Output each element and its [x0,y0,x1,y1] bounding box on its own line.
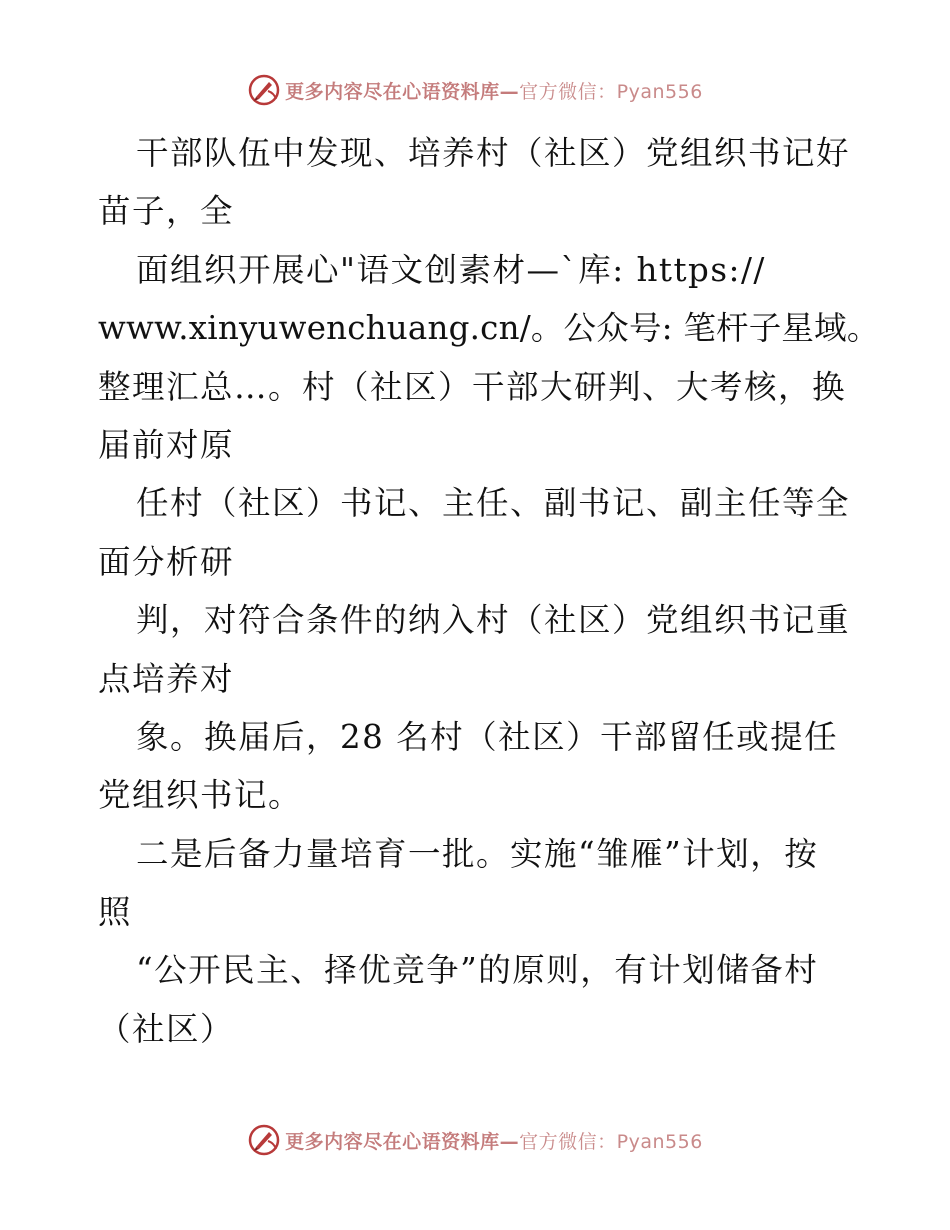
body-line: 二是后备力量培育一批。实施“雏雁”计划，按 [136,834,819,873]
body-line: 苗子，全 [98,192,235,231]
body-line: 点培养对 [98,659,235,698]
body-line: www.xinyuwenchuang.cn/。公众号: 笔杆子星域。 [98,309,880,348]
body-line: 任村（社区）书记、主任、副书记、副主任等全 [136,484,851,523]
header-banner [0,72,950,108]
footer-banner-text [285,1127,703,1154]
document-body [98,124,880,1058]
body-line: “公开民主、择优竞争”的原则，有计划储备村 [136,951,819,990]
body-line: 届前对原 [98,425,235,464]
pen-logo-icon [247,73,281,107]
body-line: 象。换届后，28 名村（社区）干部留任或提任 [136,717,839,756]
header-banner-wechat: 官方微信：Pyan556 [519,80,703,103]
body-line: 面分析研 [98,542,235,581]
footer-banner-wechat: 官方微信：Pyan556 [519,1130,703,1153]
pen-logo-icon [247,1123,281,1157]
body-line: 面组织开展心"语文创素材—`库: https:// [136,250,766,289]
body-line: 整理汇总…。村（社区）干部大研判、大考核，换 [98,367,847,406]
body-line: 干部队伍中发现、培养村（社区）党组织书记好 [136,134,851,172]
footer-banner-main: 更多内容尽在心语资料库— [285,1130,520,1153]
body-line: （社区） [98,1009,235,1048]
footer-banner [0,1122,950,1158]
body-line: 判，对符合条件的纳入村（社区）党组织书记重 [136,601,851,640]
body-line: 党组织书记。 [98,776,303,815]
header-banner-main: 更多内容尽在心语资料库— [285,80,520,103]
body-line: 照 [98,893,133,932]
header-banner-text [285,77,703,104]
